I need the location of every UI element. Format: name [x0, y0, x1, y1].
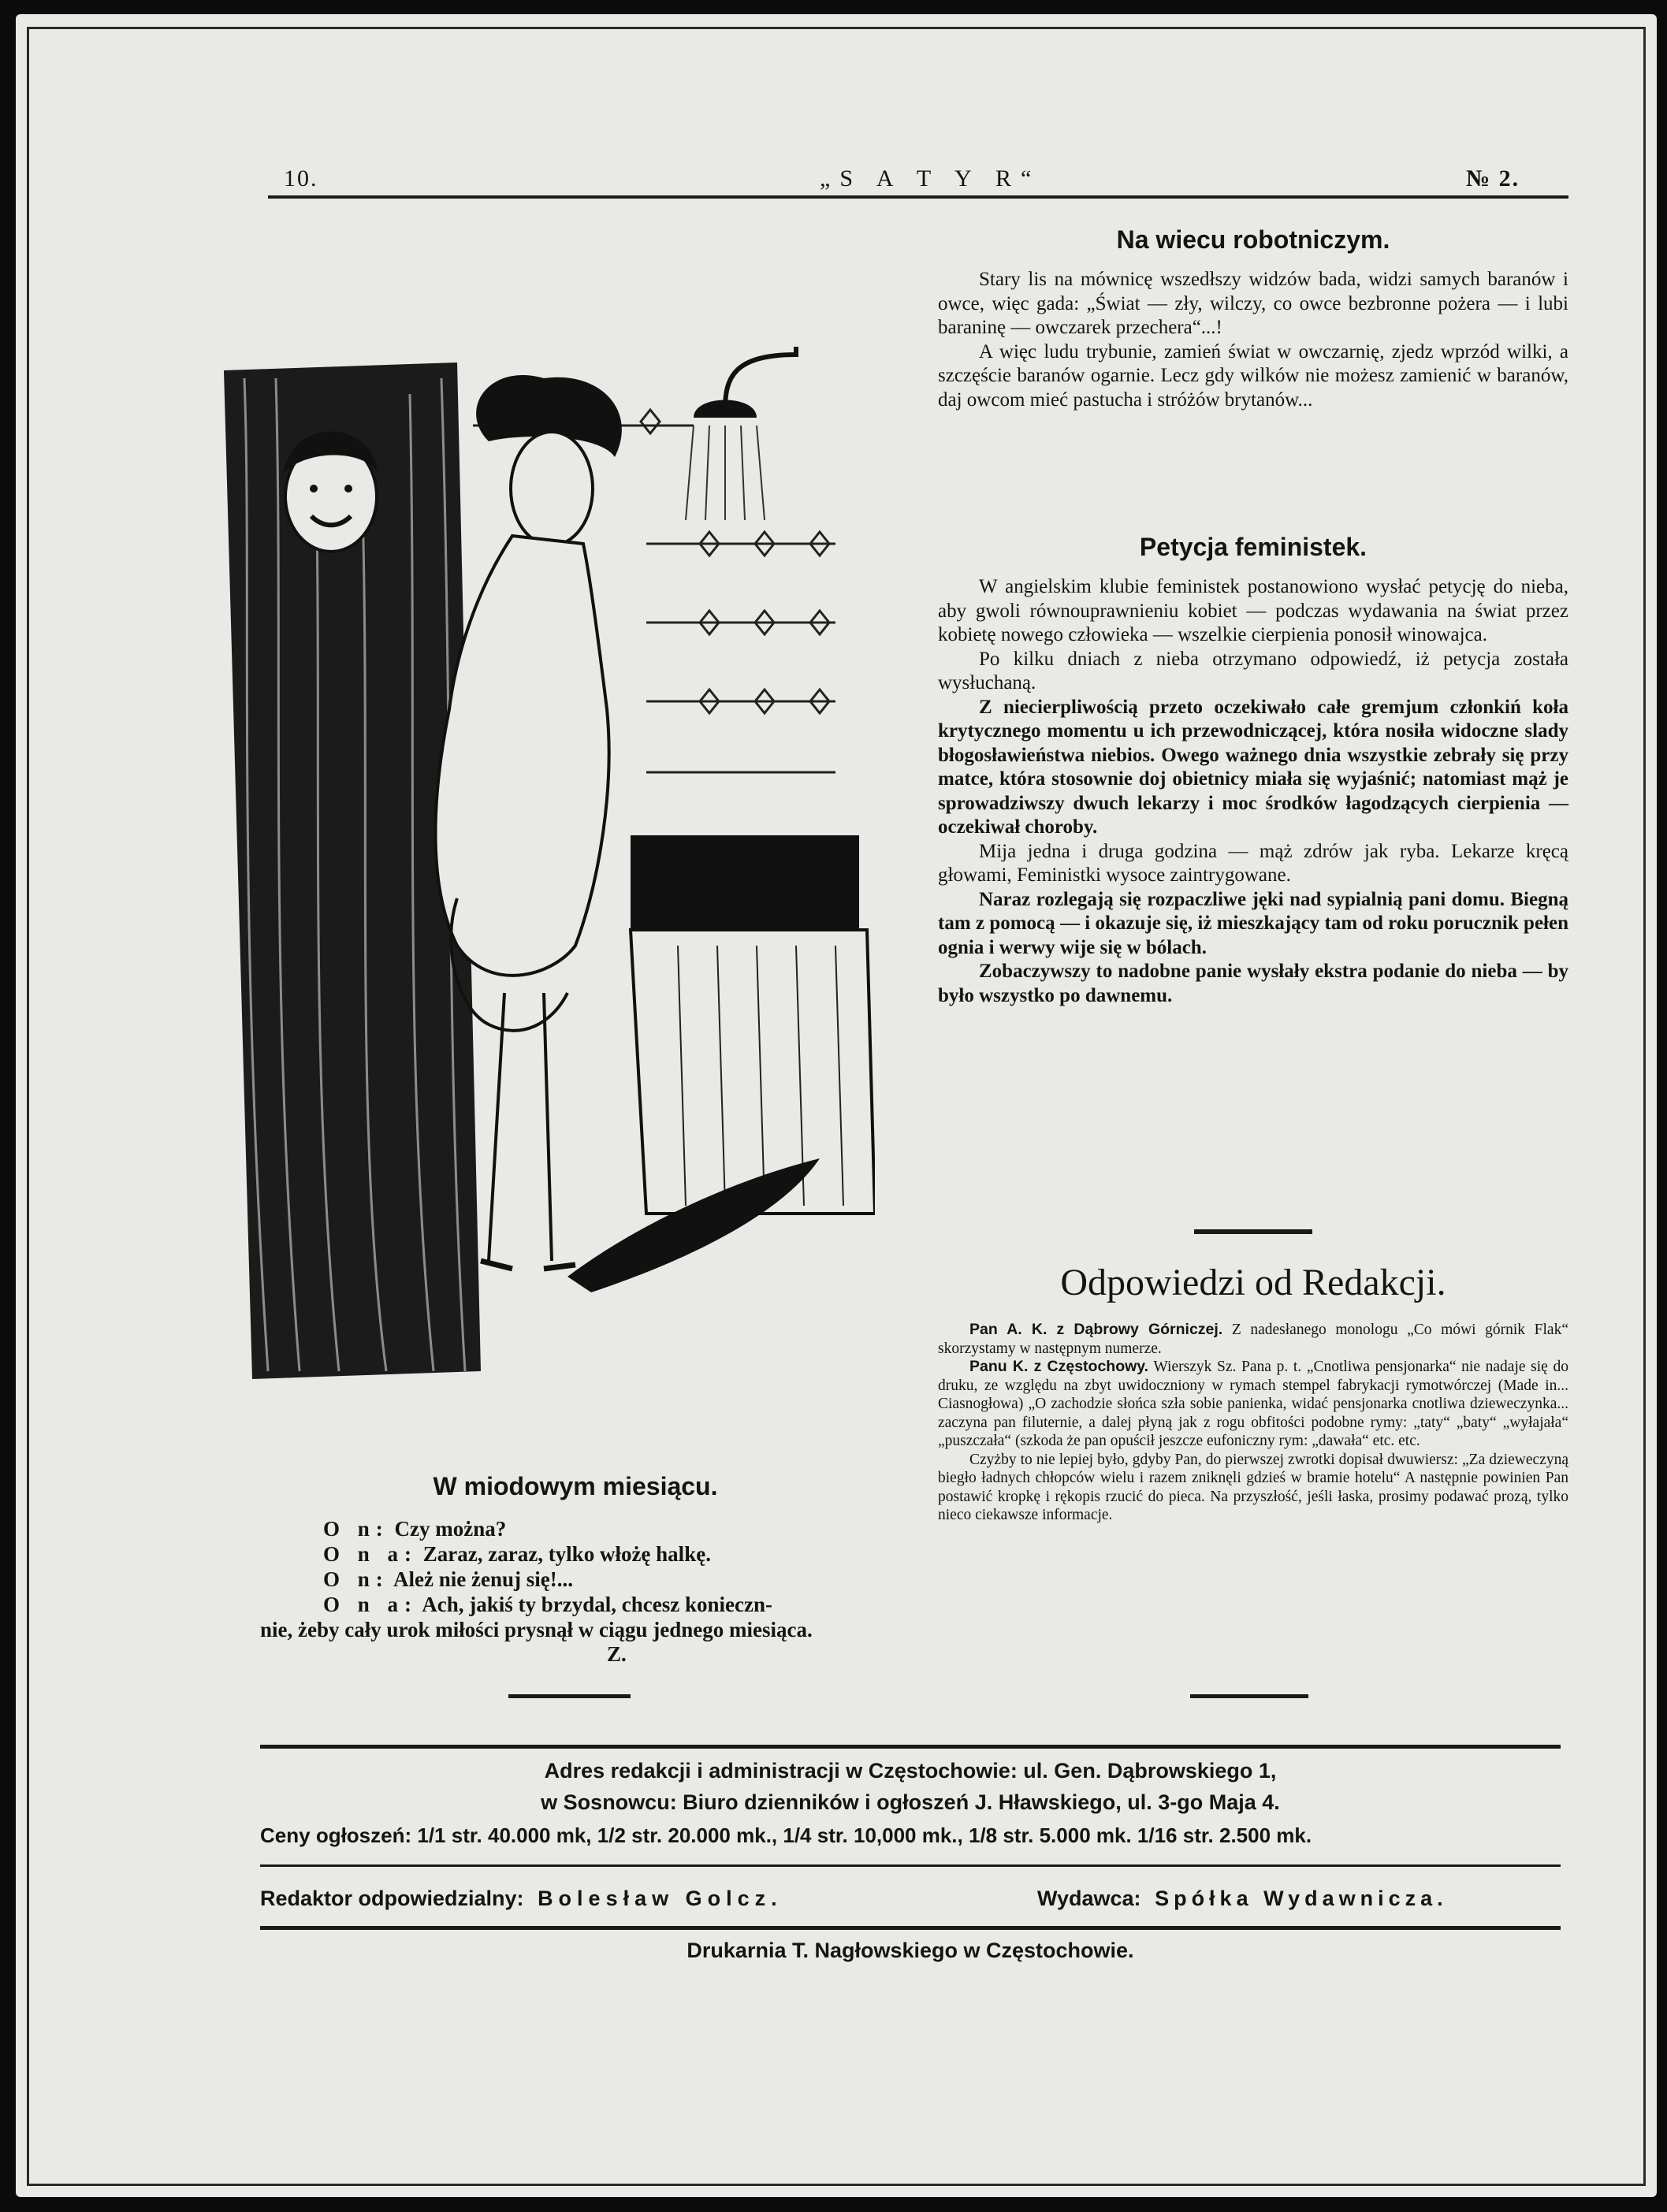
article2-paragraph-3: Z niecierpliwością przeto oczekiwało całe gremjum członkiń koła krytycznego momentu u ich przewodniczącej, która nosiła widoczne slady błogosławieństwa niebios. Owego ważnego dnia wszystkie zebrały się przy matce, która stosownie doj obietnicy miała się wyjaśnić; natomiast mąż je sprowadziwszy dwuch lekarzy i moc środków łagodzących cierpienia — oczekiwał choroby.: [938, 696, 1568, 838]
publisher-label: Wydawca:: [1037, 1887, 1141, 1910]
article2-body: [938, 575, 1568, 1008]
bathtub: [631, 835, 875, 1214]
article2-paragraph-5: Naraz rozlegają się rozpaczliwe jęki nad sypialnią pani domu. Biegną tam z pomocą — i okazuje się, iż mieszkający tam od roku porucznik pełen ognia i werwy wije się w bólach.: [938, 888, 1568, 958]
article2-end-rule: [1194, 1229, 1312, 1234]
article1-body: [938, 268, 1568, 412]
article4-end-rule: [508, 1694, 631, 1698]
article1-paragraph-2: A więc ludu trybunie, zamień świat w owczarnię, zjedz wprzód wilki, a szczęście baranów ogarnie. Lecz gdy wilków nie możesz zamienić w baranów, daj owcom mieć pastucha i stróżów brytanów...: [938, 340, 1568, 411]
dialog-line-3: O n: Ależ nie żenuj się!...: [323, 1567, 573, 1591]
answer-item-3: Czyżby to nie lepiej było, gdyby Pan, do pierwszej zwrotki dopisał dwuwiersz: „Za dzieweczyną biegło ładnych chłopców wielu i razem zniknęli gdzieś w bramie hotelu“ A następnie powinien Pan postawić kropkę i rękopis rzucić do pieca. Na przyszłość, jeśli łaska, prosimy podawać prozą, tylko nieco ciekawsze informacje.: [938, 1451, 1568, 1523]
dialog-line-1: O n: Czy można?: [323, 1517, 507, 1541]
article4-body: [260, 1516, 867, 1642]
publisher-name: Spółka Wydawnicza.: [1155, 1887, 1448, 1910]
prices-label: Ceny: [260, 1824, 311, 1847]
footer-address-2: w Sosnowcu: Biuro dzienników i ogłoszeń J. Hławskiego, ul. 3-go Maja 4.: [541, 1790, 1280, 1814]
issue-number: № 2.: [1466, 165, 1520, 191]
footer-lower-rule: [260, 1926, 1561, 1930]
article3-title: Odpowiedzi od Redakcji.: [1060, 1262, 1446, 1303]
article4-signature: Z.: [607, 1642, 627, 1666]
dialog-line-4: O n a: Ach, jakiś ty brzydal, chcesz konieczn-: [323, 1593, 772, 1616]
footer-top-rule: [260, 1745, 1561, 1749]
man-face: [284, 432, 378, 552]
bathroom-cartoon: [221, 347, 875, 1403]
printer-line: Drukarnia T. Nagłowskiego w Częstochowie.: [687, 1939, 1134, 1962]
article3-end-rule: [1190, 1694, 1308, 1698]
article1-title: Na wiecu robotniczym.: [1116, 225, 1390, 254]
answer-item-2: Panu K. z Częstochowy. Wierszyk Sz. Pana p. t. „Cnotliwa pensjonarka“ nie nadaje się do druku, ze względu na zbyt uwidoczniony w rymach stempel fabrykacji rymotwórczej (Made in... Ciasnogłowa) „O zachodzie słońca szła sobie panienka, widać pensjonarka cnotliwa dzieweczynka... zaczyna pan filuternie, a dalej płyną jak z rogu obfitości podobne rymy: „taty“ „baty“ „wyłajała“ „puszczała“ (szkoda że pan opuścił jeszcze eufoniczny rym: „dawała“ etc. etc.: [938, 1358, 1568, 1449]
footer-address-1: Adres redakcji i administracji w Częstochowie: ul. Gen. Dąbrowskiego 1,: [544, 1759, 1277, 1783]
publisher-line: [1037, 1887, 1448, 1911]
article2-paragraph-2: Po kilku dniach z nieba otrzymano odpowiedź, iż petycja została wysłuchaną.: [938, 648, 1568, 693]
page-number: 10.: [284, 165, 318, 191]
editor-label: Redaktor odpowiedzialny:: [260, 1887, 524, 1910]
editor-line: [260, 1887, 783, 1911]
article2-paragraph-4: Mija jedna i druga godzina — mąż zdrów jak ryba. Lekarze kręcą głowami, Feministki wysoce zaintrygowane.: [938, 840, 1568, 886]
article2-paragraph-1: W angielskim klubie feministek postanowiono wysłać petycję do nieba, aby gwoli równouprawnieniu kobiet — podczas wydawania na świat przez kobietę nowego człowieka — wszelkie cierpienia ponosił winowajca.: [938, 576, 1568, 645]
shower-head: [686, 347, 796, 520]
footer-mid-rule: [260, 1864, 1561, 1867]
article2-paragraph-6: Zobaczywszy to nadobne panie wysłały ekstra podanie do nieba — by było wszystko po dawnemu.: [938, 961, 1568, 1006]
header-rule: [268, 195, 1568, 199]
article3-body: [938, 1321, 1568, 1525]
editor-name: Bolesław Golcz.: [538, 1887, 783, 1910]
answer-item-1: Pan A. K. z Dąbrowy Górniczej. Z nadesłanego monologu „Co mówi górnik Flak“ skorzystamy w następnym numerze.: [938, 1321, 1568, 1357]
article2-title: Petycja feministek.: [1139, 533, 1367, 561]
masthead-title: „S A T Y R“: [820, 165, 1041, 191]
article1-paragraph-1: Stary lis na mównicę wszedłszy widzów bada, widzi samych baranów i owce, więc gada: „Świat — zły, wilczy, co owce bezbronne pożera — i lubi baraninę — owczarek przechera“...!: [938, 269, 1568, 338]
article4-title: W miodowym miesiącu.: [433, 1472, 718, 1500]
prices-list: ogłoszeń: 1/1 str. 40.000 mk, 1/2 str. 20.000 mk., 1/4 str. 10,000 mk., 1/8 str. 5.000 mk. 1/16 str. 2.500 mk.: [315, 1824, 1312, 1847]
footer-prices: [260, 1824, 1568, 1848]
dialog-continuation: nie, żeby cały urok miłości prysnął w ciągu jednego miesiąca.: [260, 1618, 813, 1641]
dialog-line-2: O n a: Zaraz, zaraz, tylko włożę halkę.: [323, 1542, 711, 1566]
